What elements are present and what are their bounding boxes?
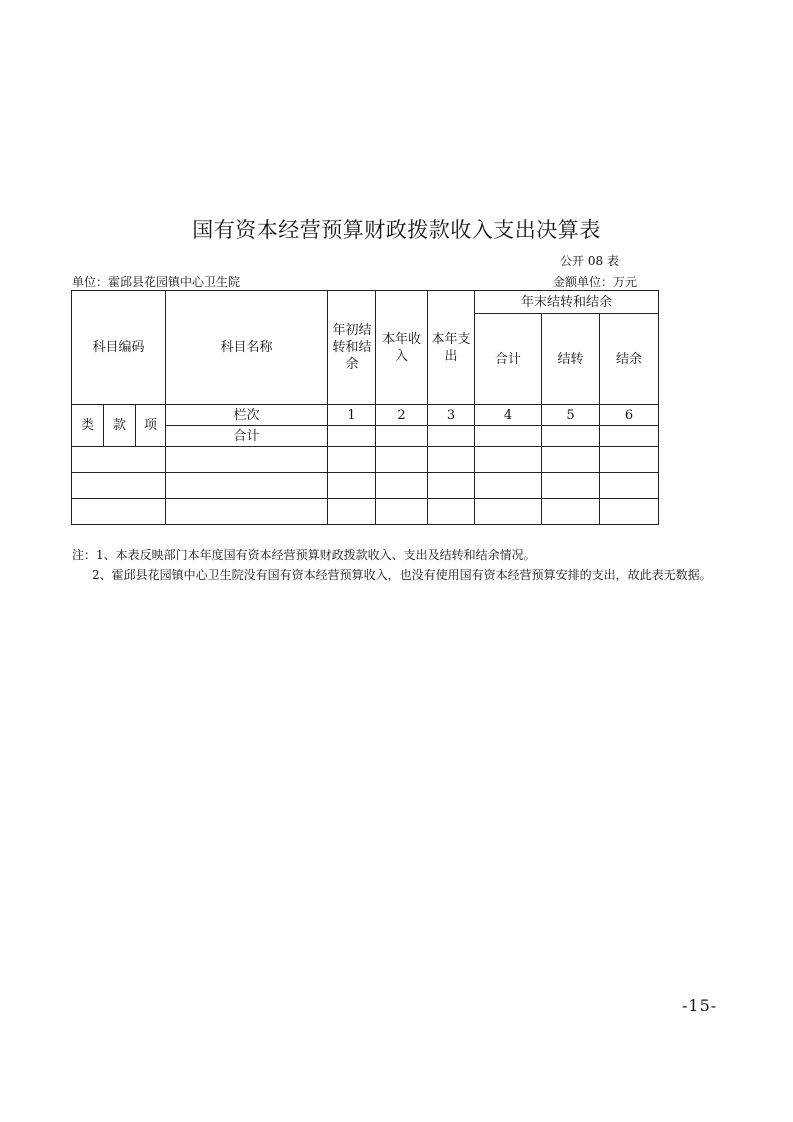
page-number: -15- [682, 996, 718, 1015]
reporting-unit: 单位：霍邱县花园镇中心卫生院 [72, 275, 241, 289]
table-cell [600, 426, 659, 447]
table-cell [428, 426, 475, 447]
header-end-balance-group: 年末结转和结余 [475, 291, 659, 314]
header-beginning-balance: 年初结转和结余 [328, 291, 376, 405]
header-section: 款 [104, 405, 136, 447]
table-cell [166, 473, 328, 499]
header-subject-code: 科目编码 [72, 291, 166, 405]
amount-unit: 金额单位：万元 [553, 275, 638, 289]
notes [72, 545, 727, 585]
total-label: 合计 [166, 426, 328, 447]
index-number: 3 [428, 405, 475, 426]
index-number: 2 [376, 405, 428, 426]
table-cell [166, 447, 328, 473]
table-cell [376, 473, 428, 499]
note-1: 注：1、本表反映部门本年度国有资本经营预算财政拨款收入、支出及结转和结余情况。 [72, 548, 536, 562]
table-cell [328, 426, 376, 447]
table-cell [328, 499, 376, 525]
table-cell [376, 426, 428, 447]
table-cell [475, 426, 542, 447]
budget-table [71, 290, 659, 525]
table-cell [475, 447, 542, 473]
table-cell [72, 447, 166, 473]
header-category: 类 [72, 405, 104, 447]
table-cell [428, 447, 475, 473]
page-title: 国有资本经营预算财政拨款收入支出决算表 [192, 218, 601, 242]
header-subject-name: 科目名称 [166, 291, 328, 405]
header-income: 本年收入 [376, 291, 428, 405]
table-row [72, 447, 659, 473]
table-cell [475, 473, 542, 499]
table-cell [328, 447, 376, 473]
table-cell [166, 499, 328, 525]
table-cell [328, 473, 376, 499]
table-cell [72, 499, 166, 525]
form-number: 公开 08 表 [560, 254, 619, 268]
index-number: 1 [328, 405, 376, 426]
table-cell [542, 426, 600, 447]
table-cell [428, 473, 475, 499]
header-expense: 本年支出 [428, 291, 475, 405]
header-end-carryover: 结转 [542, 314, 600, 405]
table-cell [376, 447, 428, 473]
index-number: 5 [542, 405, 600, 426]
table-cell [475, 499, 542, 525]
table-row [72, 499, 659, 525]
header-end-surplus: 结余 [600, 314, 659, 405]
table-cell [542, 473, 600, 499]
header-item: 项 [136, 405, 166, 447]
note-2: 2、霍邱县花园镇中心卫生院没有国有资本经营预算收入，也没有使用国有资本经营预算安排的支出，故此表无数据。 [92, 568, 712, 582]
table-cell [376, 499, 428, 525]
table-cell [72, 473, 166, 499]
table-row [72, 473, 659, 499]
index-number: 4 [475, 405, 542, 426]
table-cell [428, 499, 475, 525]
index-number: 6 [600, 405, 659, 426]
header-end-total: 合计 [475, 314, 542, 405]
table-cell [600, 499, 659, 525]
index-label: 栏次 [166, 405, 328, 426]
table-cell [600, 447, 659, 473]
table-cell [600, 473, 659, 499]
table-cell [542, 499, 600, 525]
table-cell [542, 447, 600, 473]
